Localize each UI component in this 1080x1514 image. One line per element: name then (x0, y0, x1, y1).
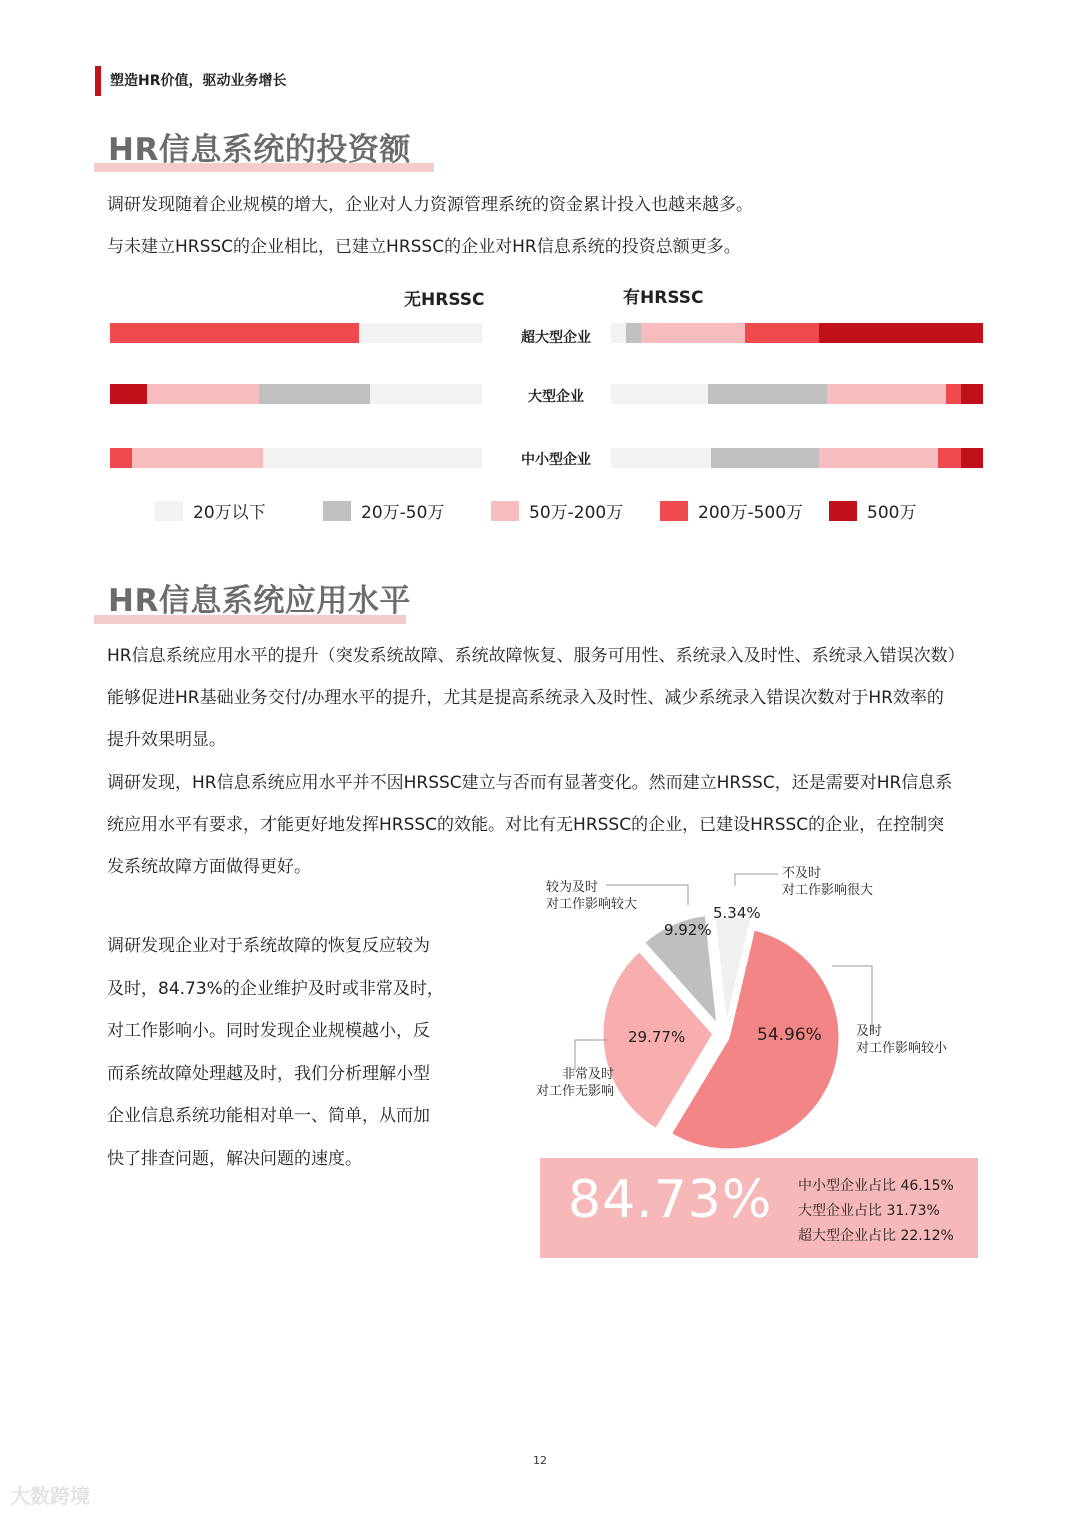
bar-segment (711, 448, 819, 468)
legend-item (155, 498, 266, 523)
chart-group-label-with-hrssc: 有HRSSC (623, 288, 704, 308)
left-line: 调研发现企业对于系统故障的恢复反应较为 (107, 936, 430, 956)
left-line: 及时，84.73%的企业维护及时或非常及时， (107, 978, 444, 999)
stat-box (540, 1158, 978, 1258)
legend-label: 20万-50万 (361, 503, 445, 523)
legend-item (829, 498, 916, 523)
stacked-bar-no-hrssc (110, 323, 482, 343)
bar-segment (626, 323, 641, 343)
bar-segment (359, 323, 482, 343)
section1-line-1: 调研发现随着企业规模的增大，企业对人力资源管理系统的资金累计投入也越来越多。 (107, 195, 753, 215)
legend-item (660, 498, 803, 523)
bar-segment (819, 448, 938, 468)
legend-swatch (660, 501, 688, 521)
legend-item (323, 498, 444, 523)
stacked-bar-with-hrssc (611, 448, 983, 468)
stat-big-number: 84.73% (568, 1170, 773, 1230)
bar-segment (370, 384, 482, 404)
bar-segment (946, 384, 961, 404)
bar-segment (110, 384, 147, 404)
legend-label: 20万以下 (193, 503, 266, 523)
pie-label-line: 对工作影响较大 (546, 897, 638, 912)
left-line: 快了排查问题，解决问题的速度。 (107, 1148, 362, 1169)
bar-segment (827, 384, 946, 404)
bar-segment (110, 448, 132, 468)
legend-swatch (491, 501, 519, 521)
bar-segment (938, 448, 960, 468)
watermark: 大数跨境 (10, 1484, 90, 1508)
left-line: 企业信息系统功能相对单一、简单，从而加 (107, 1106, 430, 1126)
pie-label-line: 对工作无影响 (535, 1084, 614, 1099)
bar-segment (147, 384, 259, 404)
chart-category-label: 超大型企业 (521, 330, 591, 346)
section2-line-1: HR信息系统应用水平的提升（突发系统故障、系统故障恢复、服务可用性、系统录入及时性、系统录入错误次数） (107, 646, 965, 666)
pie-label-line: 及时 (856, 1024, 883, 1039)
bar-segment (263, 448, 482, 468)
bar-segment (961, 384, 983, 404)
pie-pct-very-timely: 29.77% (628, 1028, 686, 1046)
pie-label-timely (856, 1023, 947, 1057)
pie-pct-fairly-timely: 9.92% (664, 921, 712, 939)
left-paragraph (107, 925, 467, 1180)
stat-line: 中小型企业占比 46.15% (798, 1178, 954, 1194)
section2-line-2: 能够促进HR基础业务交付/办理水平的提升，尤其是提高系统录入及时性、减少系统录入错误次数对于HR效率的 (107, 688, 944, 708)
bar-segment (132, 448, 262, 468)
bar-segment (745, 323, 819, 343)
legend-label: 200万-500万 (698, 503, 804, 523)
pie-label-line: 较为及时 (546, 880, 599, 895)
pie-pct-timely: 54.96% (757, 1025, 822, 1045)
left-line: 对工作影响小。同时发现企业规模越小，反 (107, 1021, 430, 1041)
bar-segment (110, 323, 359, 343)
section1-title: HR信息系统的投资额 (108, 132, 411, 168)
bar-segment (259, 384, 371, 404)
section2-line-6: 发系统故障方面做得更好。 (107, 857, 311, 877)
bar-segment (611, 323, 626, 343)
stacked-bar-with-hrssc (611, 323, 983, 343)
legend-label: 500万 (867, 503, 917, 523)
stacked-bar-no-hrssc (110, 448, 482, 468)
left-line: 而系统故障处理越及时，我们分析理解小型 (107, 1063, 430, 1084)
pie-label-late (782, 865, 873, 899)
bar-segment (611, 384, 708, 404)
section1-line-2: 与未建立HRSSC的企业相比，已建立HRSSC的企业对HR信息系统的投资总额更多。 (107, 237, 741, 257)
stat-line: 超大型企业占比 22.12% (798, 1228, 954, 1244)
bar-segment (611, 448, 711, 468)
pie-leader-line (735, 874, 778, 886)
section2-title: HR信息系统应用水平 (108, 583, 411, 619)
section2-line-4: 调研发现，HR信息系统应用水平并不因HRSSC建立与否而有显著变化。然而建立HRSSC，还是需要对HR信息系 (107, 773, 953, 793)
chart-group-label-no-hrssc: 无HRSSC (404, 290, 485, 310)
pie-label-very-timely (528, 1066, 614, 1100)
stat-line: 大型企业占比 31.73% (798, 1203, 940, 1219)
pie-label-line: 非常及时 (561, 1067, 614, 1082)
bar-segment (641, 323, 745, 343)
legend-item (491, 498, 623, 523)
bar-segment (819, 323, 983, 343)
chart-legend (0, 498, 1080, 528)
pie-pct-late: 5.34% (713, 904, 761, 922)
page-number: 12 (533, 1454, 547, 1467)
pie-label-line: 不及时 (782, 866, 822, 881)
bar-segment (961, 448, 983, 468)
section2-line-5: 统应用水平有要求，才能更好地发挥HRSSC的效能。对比有无HRSSC的企业，已建设HRSSC的企业，在控制突 (107, 815, 945, 835)
legend-swatch (155, 501, 183, 521)
pie-label-line: 对工作影响很大 (782, 883, 874, 898)
stacked-bar-with-hrssc (611, 384, 983, 404)
stat-breakdown (798, 1174, 954, 1249)
legend-label: 50万-200万 (529, 503, 624, 523)
pie-label-line: 对工作影响较小 (856, 1041, 948, 1056)
chart-category-label: 大型企业 (528, 389, 584, 405)
section2-line-3: 提升效果明显。 (107, 730, 226, 750)
header-accent-bar (95, 66, 101, 96)
pie-label-fairly-timely (546, 879, 637, 913)
header-slogan: 塑造HR价值，驱动业务增长 (110, 73, 287, 89)
chart-category-label: 中小型企业 (521, 452, 591, 468)
legend-swatch (323, 501, 351, 521)
legend-swatch (829, 501, 857, 521)
stacked-bar-no-hrssc (110, 384, 482, 404)
bar-segment (708, 384, 827, 404)
